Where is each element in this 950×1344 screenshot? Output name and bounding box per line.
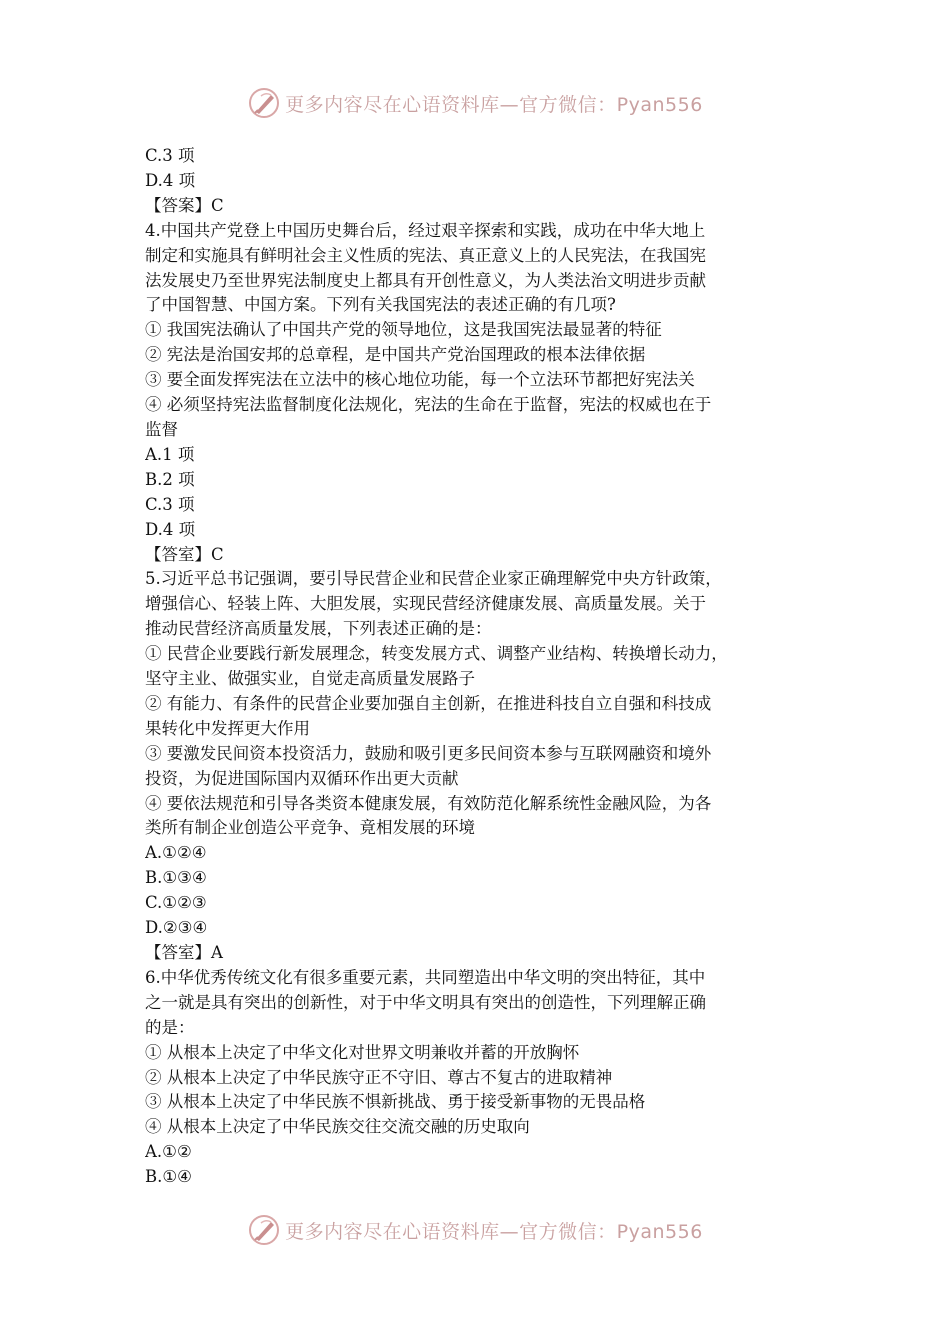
text-line: ① 从根本上决定了中华文化对世界文明兼收并蓄的开放胸怀 [145, 1042, 580, 1062]
header-banner [0, 83, 950, 123]
text-line: ③ 要激发民间资本投资活力，鼓励和吸引更多民间资本参与互联网融资和境外 [145, 743, 712, 763]
text-line: 投资，为促进国际国内双循环作出更大贡献 [145, 768, 459, 788]
text-line: B.2 项 [145, 469, 195, 489]
footer-banner [0, 1210, 950, 1250]
text-line: B.①③④ [145, 868, 207, 888]
text-line: A.1 项 [145, 444, 195, 464]
text-line: ③ 要全面发挥宪法在立法中的核心地位功能，每一个立法环节都把好宪法关 [145, 370, 695, 390]
text-line: 类所有制企业创造公平竞争、竟相发展的环境 [145, 818, 475, 838]
text-line: 【答室】C [145, 544, 224, 564]
text-line: B.①④ [145, 1167, 192, 1187]
text-line: C.3 项 [145, 494, 195, 514]
text-line: ② 宪法是治国安邦的总章程，是中国共产党治国理政的根本法律依据 [145, 345, 646, 365]
text-line: ② 从根本上决定了中华民族守正不守旧、尊古不复古的进取精神 [145, 1067, 613, 1087]
text-line: 监督 [145, 419, 178, 439]
text-line: C.①②③ [145, 893, 207, 913]
text-line: 推动民营经济高质量发展，下列表述正确的是： [145, 619, 492, 639]
text-line: ④ 必须坚持宪法监督制度化法规化，宪法的生命在于监督，宪法的权威也在于 [145, 395, 712, 415]
text-line: D.4 项 [145, 519, 196, 539]
banner-text: 更多内容尽在心语资料库—官方微信：Pyan556 [285, 93, 703, 116]
text-line: 【答室】A [145, 943, 223, 962]
text-line: 的是： [145, 1017, 195, 1037]
text-line: 了中国智慧、中国方案。下列有关我国宪法的表述正确的有几项? [145, 295, 616, 315]
text-line: 坚守主业、做强实业，自觉走高质量发展路子 [145, 669, 475, 689]
text-line: 果转化中发挥更大作用 [145, 718, 310, 738]
text-line: ① 我国宪法确认了中国共产党的领导地位，这是我国宪法最显著的特征 [145, 320, 662, 340]
text-line: 【答案】C [145, 195, 224, 215]
text-line: ④ 从根本上决定了中华民族交往交流交融的历史取向 [145, 1117, 530, 1137]
text-line: 5.习近平总书记强调，要引导民营企业和民营企业家正确理解党中央方针政策， [145, 569, 722, 589]
text-line: ① 民营企业要践行新发展理念，转变发展方式、调整产业结构、转换增长动力， [145, 644, 728, 664]
text-line: 之一就是具有突出的创新性，对于中华文明具有突出的创造性，下列理解正确 [145, 992, 706, 1012]
question-content [145, 144, 813, 1190]
quill-pen-logo-icon [247, 1213, 281, 1247]
text-line: 4.中国共产党登上中国历史舞台后，经过艰辛探索和实践，成功在中华大地上 [145, 220, 706, 240]
text-line: 增强信心、轻装上阵、大胆发展，实现民营经济健康发展、高质量发展。关于 [145, 594, 706, 614]
text-line: ③ 从根本上决定了中华民族不惧新挑战、勇于接受新事物的无畏品格 [145, 1092, 646, 1112]
text-line: 法发展史乃至世界宪法制度史上都具有开创性意义，为人类法治文明进步贡献 [145, 270, 706, 290]
text-line: 6.中华优秀传统文化有很多重要元素，共同塑造出中华文明的突出特征，其中 [145, 967, 706, 987]
text-line: 制定和实施具有鲜明社会主义性质的宪法、真正意义上的人民宪法，在我国宪 [145, 245, 706, 265]
banner-text: 更多内容尽在心语资料库—官方微信：Pyan556 [285, 1220, 703, 1243]
text-line: A.①② [145, 1142, 192, 1162]
quill-pen-logo-icon [247, 86, 281, 120]
text-line: A.①②④ [145, 843, 207, 863]
text-line: ② 有能力、有条件的民营企业要加强自主创新，在推进科技自立自强和科技成 [145, 693, 712, 713]
text-line: C.3 项 [145, 146, 195, 165]
text-line: ④ 要依法规范和引导各类资本健康发展，有效防范化解系统性金融风险，为各 [145, 793, 712, 813]
text-line: D.4 项 [145, 170, 196, 190]
text-line: D.②③④ [145, 918, 208, 938]
